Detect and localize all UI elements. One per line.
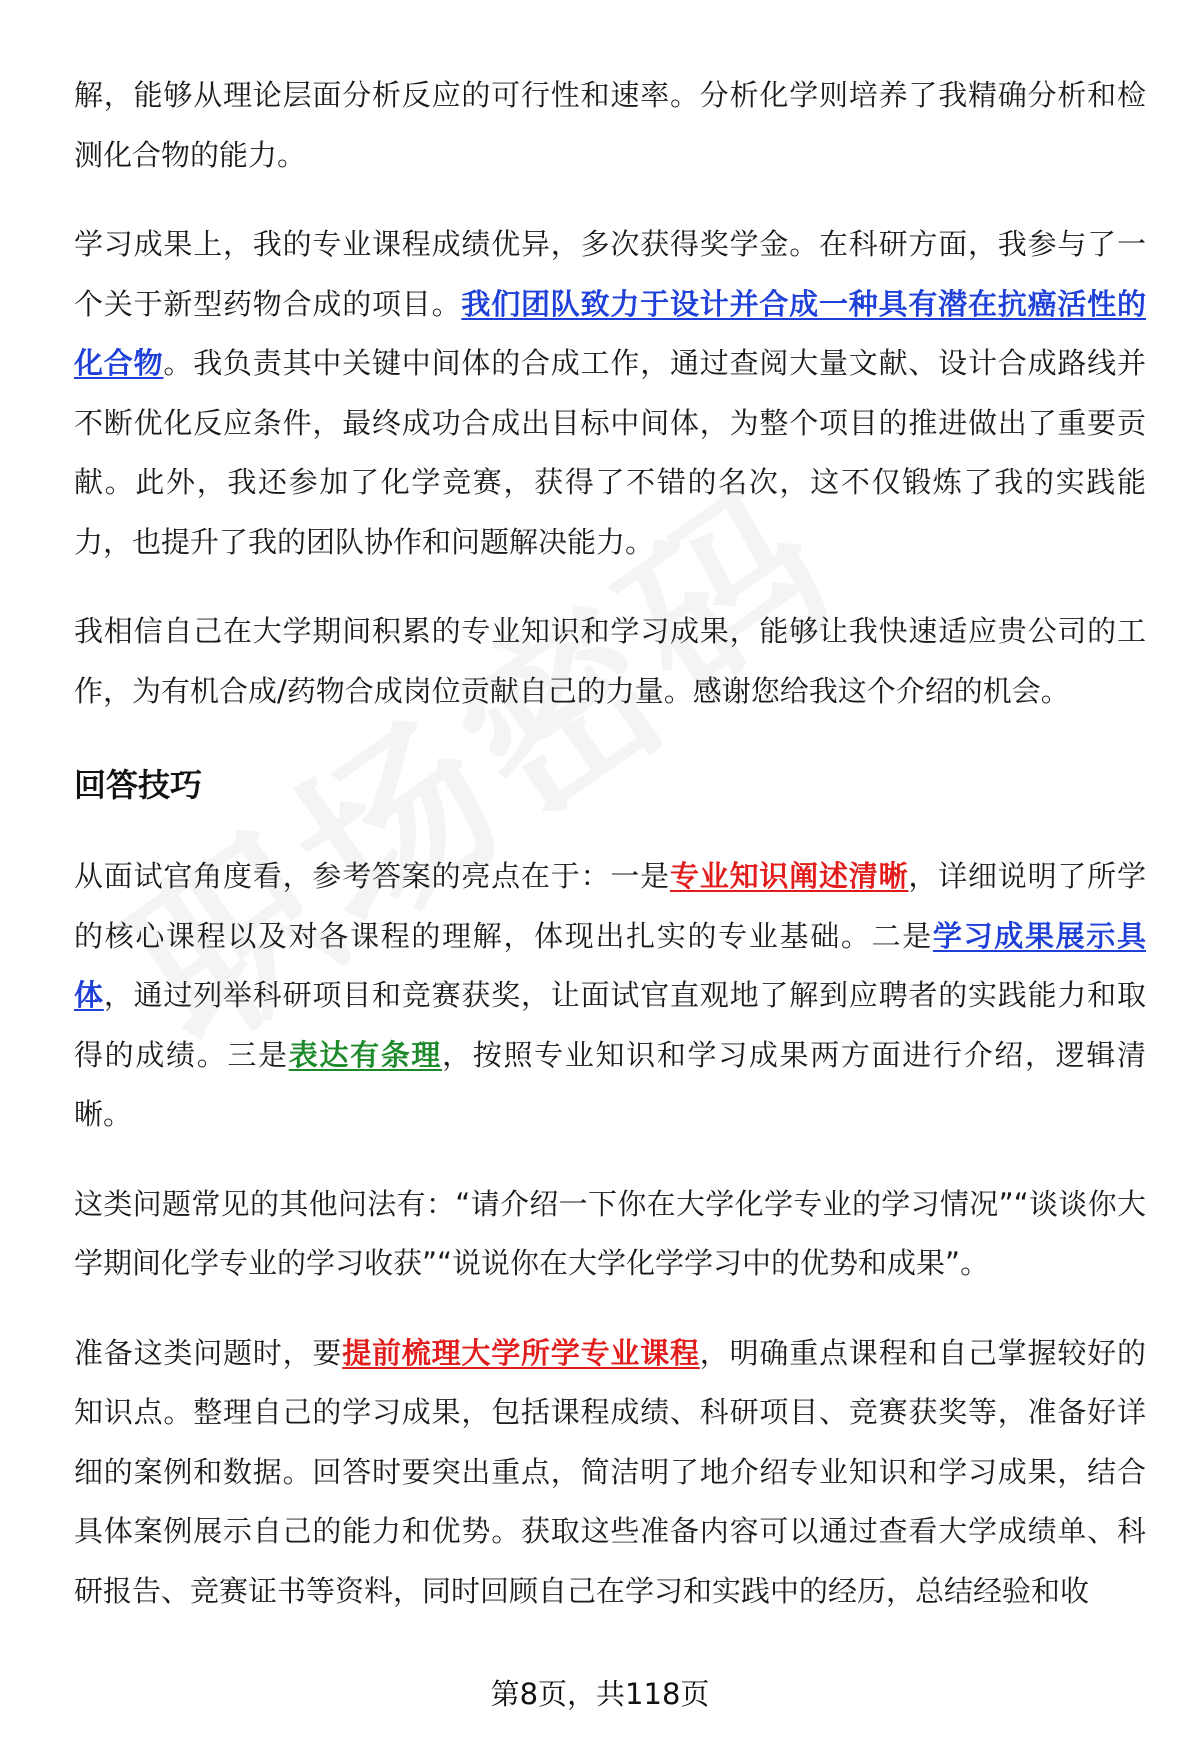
paragraph-4-text-d: ，按照专业知识和学习成果两方面进行介绍，逻辑清晰。	[74, 1037, 1146, 1131]
paragraph-3-text: 我相信自己在大学期间积累的专业知识和学习成果，能够让我快速适应贵公司的工作，为有机合成/药物合成岗位贡献自己的力量。感谢您给我这个介绍的机会。	[74, 614, 1146, 708]
paragraph-1	[74, 66, 1146, 185]
paragraph-3	[74, 602, 1146, 721]
paragraph-5	[74, 1175, 1146, 1294]
paragraph-2-text-a: 学习成果上，我的专业课程成绩优异，多次获得奖学金。在科研方面，我参与了一个关于新型药物合成的项目。	[74, 227, 1146, 321]
paragraph-4-text-b: ，详细说明了所学的核心课程以及对各课程的理解，体现出扎实的专业基础。二是	[74, 859, 1146, 953]
highlight-results-concrete: 学习成果展示具体	[74, 918, 1146, 1012]
paragraph-4-text-a: 从面试官角度看，参考答案的亮点在于：一是	[74, 859, 670, 893]
paragraph-6	[74, 1324, 1146, 1622]
paragraph-2	[74, 215, 1146, 572]
paragraph-5-text: 这类问题常见的其他问法有：“请介绍一下你在大学化学专业的学习情况”“谈谈你大学期间化学专业的学习收获”“说说你在大学化学学习中的优势和成果”。	[74, 1186, 1146, 1280]
highlight-team-goal: 我们团队致力于设计并合成一种具有潜在抗癌活性的化合物	[74, 286, 1146, 380]
paragraph-4-text-c: ，通过列举科研项目和竞赛获奖，让面试官直观地了解到应聘者的实践能力和取得的成绩。三是	[74, 978, 1146, 1072]
paragraph-4	[74, 847, 1146, 1145]
highlight-knowledge-clear: 专业知识阐述清晰	[669, 859, 909, 893]
paragraph-2-text-b: 。我负责其中关键中间体的合成工作，通过查阅大量文献、设计合成路线并不断优化反应条件，最终成功合成出目标中间体，为整个项目的推进做出了重要贡献。此外，我还参加了化学竞赛，获得了不错的名次，这不仅锻炼了我的实践能力，也提升了我的团队协作和问题解决能力。	[74, 346, 1146, 559]
highlight-review-courses: 提前梳理大学所学专业课程	[342, 1335, 700, 1370]
page-number-footer: 第8页，共118页	[490, 1677, 710, 1711]
paragraph-1-text: 解，能够从理论层面分析反应的可行性和速率。分析化学则培养了我精确分析和检测化合物的能力。	[74, 78, 1146, 172]
section-heading: 回答技巧	[74, 766, 203, 804]
paragraph-6-text-a: 准备这类问题时，要	[74, 1335, 343, 1370]
highlight-organized-expression: 表达有条理	[288, 1037, 443, 1072]
paragraph-6-text-b: ，明确重点课程和自己掌握较好的知识点。整理自己的学习成果，包括课程成绩、科研项目、竞赛获奖等，准备好详细的案例和数据。回答时要突出重点，简洁明了地介绍专业知识和学习成果，结合具体案例展示自己的能力和优势。获取这些准备内容可以通过查看大学成绩单、科研报告、竞赛证书等资料，同时回顾自己在学习和实践中的经历，总结经验和收	[74, 1335, 1146, 1608]
document-page	[74, 66, 1146, 1651]
